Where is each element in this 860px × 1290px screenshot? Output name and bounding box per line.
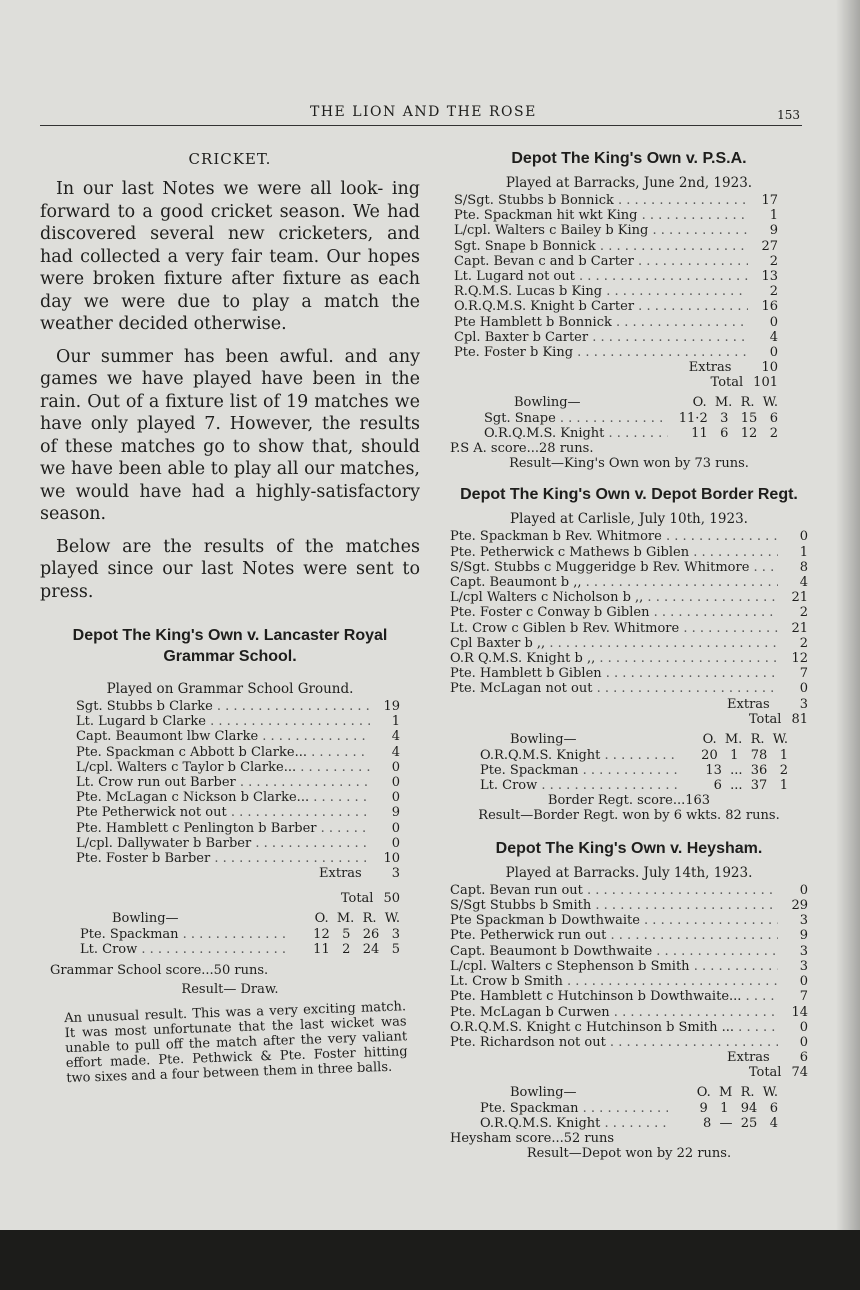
match-result: Result—Depot won by 22 runs.	[526, 1146, 732, 1162]
batting-row: Lt. Lugard b Clarke . . . 1	[76, 714, 400, 729]
batting-row: L/cpl. Walters c Stephenson b Smith . . . 3	[450, 959, 808, 974]
batting-row: Capt. Beaumont b ,, . . . 4	[450, 575, 808, 590]
paragraph: In our last Notes we were all look- ing forward to a good cricket season. We had discovered several new cricketers, and had collected a very fair team. Our hopes were broken fixture after fixture as each day we were due to play a match the weather decided otherwise.	[40, 179, 420, 334]
batting-card	[450, 529, 808, 792]
opponent-score: P.S A. score...28 runs.	[450, 441, 594, 457]
running-header	[40, 104, 800, 124]
batting-row: Pte. Hamblett c Hutchinson b Dowthwaite... . . . 7	[450, 989, 808, 1004]
match-border-regt	[450, 484, 808, 823]
batting-row: O.R Q.M.S. Knight b ,, . . . 12	[450, 651, 808, 666]
bowling-row: Lt. Crow . . . 11 2 24 5	[76, 942, 400, 957]
batting-row: Pte Petherwick not out . . . 9	[76, 805, 400, 820]
batting-row: Cpl. Baxter b Carter . . . 4	[454, 330, 778, 345]
page-number: 153	[777, 108, 800, 122]
opponent-score: Border Regt. score...163	[547, 792, 711, 808]
match-title: Depot The King's Own v. Depot Border Regt.	[460, 486, 798, 504]
bowling-header: Bowling— O. M. R. W.	[112, 911, 400, 927]
match-venue: Played on Grammar School Ground.	[106, 681, 354, 697]
bowling-row: Sgt. Snape . . . 11·2 3 15 6	[454, 411, 778, 426]
batting-row: Capt. Beaumont lbw Clarke . . . 4	[76, 729, 400, 744]
batting-row: Sgt. Stubbs b Clarke . . . 19	[76, 699, 400, 714]
opponent-score: Heysham score...52 runs	[450, 1131, 615, 1147]
opponent-score: Grammar School score...50 runs.	[50, 963, 269, 979]
batting-row: S/Sgt Stubbs b Smith . . . 29	[450, 898, 808, 913]
batting-row: Capt. Bevan c and b Carter . . . 2	[454, 254, 778, 269]
batting-row: Pte. McLagan c Nickson b Clarke... . . . 0	[76, 790, 400, 805]
paragraph: Below are the results of the matches played since our last Notes were sent to press.	[40, 536, 420, 602]
batting-row: O.R.Q.M.S. Knight c Hutchinson b Smith ... . . . 0	[450, 1020, 808, 1035]
batting-row: Lt. Crow run out Barber . . . 0	[76, 775, 400, 790]
batting-row: Pte. Foster b Barber . . . 10	[76, 851, 400, 866]
batting-card	[40, 699, 420, 957]
match-title: Depot The King's Own v. Lancaster Royal Grammar School.	[72, 627, 388, 665]
header-rule	[40, 125, 802, 126]
bowling-header: Bowling— O. M R. W.	[510, 1085, 778, 1101]
batting-row: Pte. Spackman hit wkt King . . . 1	[454, 208, 778, 223]
batting-row: L/cpl. Dallywater b Barber . . . 0	[76, 836, 400, 851]
batting-row: Pte. McLagan b Curwen . . . 14	[450, 1005, 808, 1020]
bowling-header: Bowling— O. M. R. W.	[514, 395, 778, 411]
section-heading: CRICKET.	[188, 150, 272, 168]
batting-row: Pte. Spackman c Abbott b Clarke... . . . 4	[76, 745, 400, 760]
batting-row: Cpl Baxter b ,, . . . 2	[450, 636, 808, 651]
total-row: Total 50	[340, 891, 400, 907]
bowling-row: Pte. Spackman . . . 9 1 94 6	[450, 1101, 808, 1116]
bowling-row: O.R.Q.M.S. Knight . . . 8 — 25 4	[450, 1116, 808, 1131]
batting-row: Pte. Hamblett b Giblen . . . 7	[450, 666, 808, 681]
batting-row: Pte. Petherwick run out . . . 9	[450, 928, 808, 943]
batting-card	[450, 193, 808, 441]
batting-row: Capt. Bevan run out . . . 0	[450, 883, 808, 898]
bowling-row: Pte. Spackman . . . 12 5 26 3	[76, 927, 400, 942]
batting-row: R.Q.M.S. Lucas b King . . . 2	[454, 284, 778, 299]
match-note: An unusual result. This was a very exciting match. It was most unfortunate that the last wicket was unable to pull off the match after the very valiant effort made. Pte. Pethwick & Pte. Foster hitting two sixes and a four between them in three balls.	[63, 999, 408, 1087]
match-venue: Played at Carlisle, July 10th, 1923.	[510, 511, 748, 528]
match-result: Result— Draw.	[181, 982, 279, 998]
batting-row: Pte Spackman b Dowthwaite . . . 3	[450, 913, 808, 928]
batting-card	[450, 883, 808, 1131]
bowling-row: Lt. Crow . . . 6 ... 37 1	[450, 778, 808, 793]
match-title: Depot The King's Own v. P.S.A.	[511, 150, 747, 167]
batting-row: Sgt. Snape b Bonnick . . . 27	[454, 239, 778, 254]
match-venue: Played at Barracks, June 2nd, 1923.	[505, 175, 753, 191]
total-row: Total 74	[748, 1065, 808, 1081]
bowling-row: O.R.Q.M.S. Knight . . . 11 6 12 2	[454, 426, 778, 441]
batting-row: Pte. Spackman b Rev. Whitmore . . . 0	[450, 529, 808, 544]
match-title: Depot The King's Own v. Heysham.	[495, 839, 763, 857]
match-psa	[450, 148, 808, 472]
batting-row: Lt. Lugard not out . . . 13	[454, 269, 778, 284]
match-heysham	[450, 838, 808, 1162]
total-row: Total 81	[748, 711, 808, 727]
batting-row: Pte Hamblett b Bonnick . . . 0	[454, 315, 778, 330]
batting-row: Pte. Hamblett c Penlington b Barber . . . 0	[76, 821, 400, 836]
batting-row: Pte. Foster c Conway b Giblen . . . 2	[450, 605, 808, 620]
batting-row: Capt. Beaumont b Dowthwaite . . . 3	[450, 944, 808, 959]
bowling-header: Bowling— O. M. R. W.	[510, 731, 788, 747]
batting-row: S/Sgt. Stubbs c Muggeridge b Rev. Whitmore . . . 8	[450, 560, 808, 575]
batting-row: L/cpl. Walters c Bailey b King . . . 9	[454, 223, 778, 238]
paragraph: Our summer has been awful. and any games we have played have been in the rain. Out of a fixture list of 19 matches we have only played 7. However, the results of these matches go to show that, should we have been able to play all our matches, we would have had a highly-satisfactory season.	[40, 346, 420, 524]
match-result: Result—Border Regt. won by 6 wkts. 82 runs.	[478, 807, 780, 823]
match-venue: Played at Barracks. July 14th, 1923.	[505, 864, 753, 881]
extras-row: Extras 3	[727, 696, 808, 712]
batting-row: Pte. Richardson not out . . . 0	[450, 1035, 808, 1050]
batting-row: Pte. Petherwick c Mathews b Giblen . . . 1	[450, 545, 808, 560]
batting-row: Pte. Foster b King . . . 0	[454, 345, 778, 360]
extras-row: Extras 10	[688, 360, 778, 376]
match-result: Result—King's Own won by 73 runs.	[509, 456, 749, 472]
bowling-row: O.R.Q.M.S. Knight . . . 20 1 78 1	[450, 748, 808, 763]
magazine-title: THE LION AND THE ROSE	[310, 104, 537, 120]
match-lancaster	[40, 625, 420, 1087]
right-column	[450, 148, 808, 1162]
extras-row: Extras 6	[727, 1050, 808, 1066]
batting-row: Lt. Crow b Smith . . . 0	[450, 974, 808, 989]
batting-row: Lt. Crow c Giblen b Rev. Whitmore . . . 21	[450, 621, 808, 636]
left-column	[40, 150, 420, 1087]
batting-row: S/Sgt. Stubbs b Bonnick . . . 17	[454, 193, 778, 208]
batting-row: L/cpl. Walters c Taylor b Clarke... . . . 0	[76, 760, 400, 775]
batting-row: L/cpl Walters c Nicholson b ,, . . . 21	[450, 590, 808, 605]
bowling-row: Pte. Spackman . . . 13 ... 36 2	[450, 763, 808, 778]
scan-background	[0, 1230, 860, 1290]
total-row: Total 101	[710, 375, 778, 391]
extras-row: Extras 3	[319, 866, 400, 882]
batting-row: O.R.Q.M.S. Knight b Carter . . . 16	[454, 299, 778, 314]
batting-row: Pte. McLagan not out . . . 0	[450, 681, 808, 696]
